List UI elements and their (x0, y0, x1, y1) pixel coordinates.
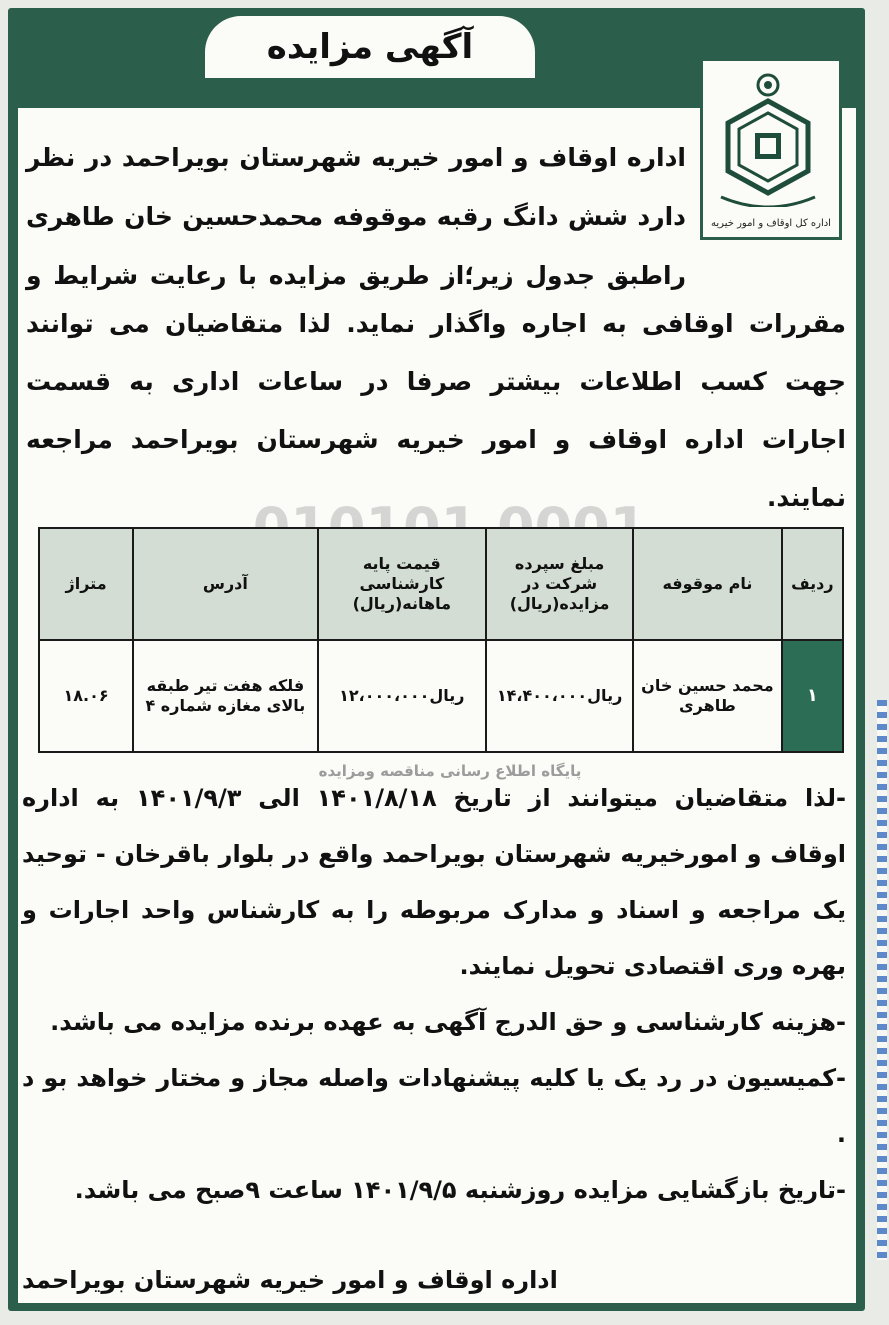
condition-item: -کمیسیون در رد یک یا کلیه پیشنهادات واصله مجاز و مختار خواهد بو د . (22, 1064, 846, 1148)
signature: اداره اوقاف و امور خیریه شهرستان بویراحمد (22, 1266, 558, 1294)
endowment-emblem-icon (713, 67, 823, 207)
table-row (39, 640, 843, 752)
auction-table (38, 527, 844, 753)
table-header-row (39, 528, 843, 640)
header-area: متراژ (39, 528, 133, 640)
edge-stripe (877, 700, 887, 1260)
cell-name: محمد حسین خان طاهری (633, 640, 781, 752)
header-base-price: قیمت پایه کارشناسی ماهانه(ریال) (318, 528, 486, 640)
logo (700, 58, 842, 240)
condition-item: -لذا متقاضیان میتوانند از تاریخ ۱۴۰۱/۸/۱۸ الی ۱۴۰۱/۹/۳ به اداره اوقاف و امورخیریه شهرستان بویراحمد واقع در بلوار باقرخان - توحید یک مراجعه و اسناد و مدارک مربوطه را به کارشناس واحد اجارات و بهره وری اقتصادی تحویل نمایند. (22, 784, 847, 980)
conditions (22, 770, 846, 1218)
intro-paragraph-rest: مقررات اوقافی به اجاره واگذار نماید. لذا متقاضیان می توانند جهت کسب اطلاعات بیشتر صرفا در ساعات اداری به قسمت اجارات اداره اوقاف و امور خیریه شهرستان بویراحمد مراجعه نمایند. (26, 309, 846, 512)
title-tab (205, 16, 535, 78)
header-address: آدرس (133, 528, 318, 640)
header-name: نام موقوفه (633, 528, 781, 640)
cell-address: فلکه هفت تیر طبقه بالای مغازه شماره ۴ (133, 640, 318, 752)
watermark-text: پایگاه اطلاع رسانی مناقصه ومزایده (318, 762, 582, 780)
cell-area: ۱۸.۰۶ (39, 640, 133, 752)
condition-item: -هزینه کارشناسی و حق الدرج آگهی به عهده برنده مزایده می باشد. (50, 1008, 846, 1036)
logo-caption: اداره کل اوقاف و امور خیریه (711, 218, 831, 229)
cell-base-price: ریال۱۲،۰۰۰،۰۰۰ (318, 640, 486, 752)
intro-paragraph-top: اداره اوقاف و امور خیریه شهرستان بویراحمد در نظر دارد شش دانگ رقبه موقوفه محمدحسین خان طاهری راطبق جدول زیر؛از طریق مزایده با رعایت شرایط و (26, 143, 686, 290)
header-deposit: مبلغ سپرده شرکت در مزایده(ریال) (486, 528, 633, 640)
cell-deposit: ریال۱۴،۴۰۰،۰۰۰ (486, 640, 633, 752)
condition-item: -تاریخ بازگشایی مزایده روزشنبه ۱۴۰۱/۹/۵ ساعت ۹صبح می باشد. (74, 1176, 846, 1204)
notice-title: آگهی مزایده (266, 27, 474, 67)
header-row-number: ردیف (782, 528, 843, 640)
cell-row-number: ۱ (782, 640, 843, 752)
